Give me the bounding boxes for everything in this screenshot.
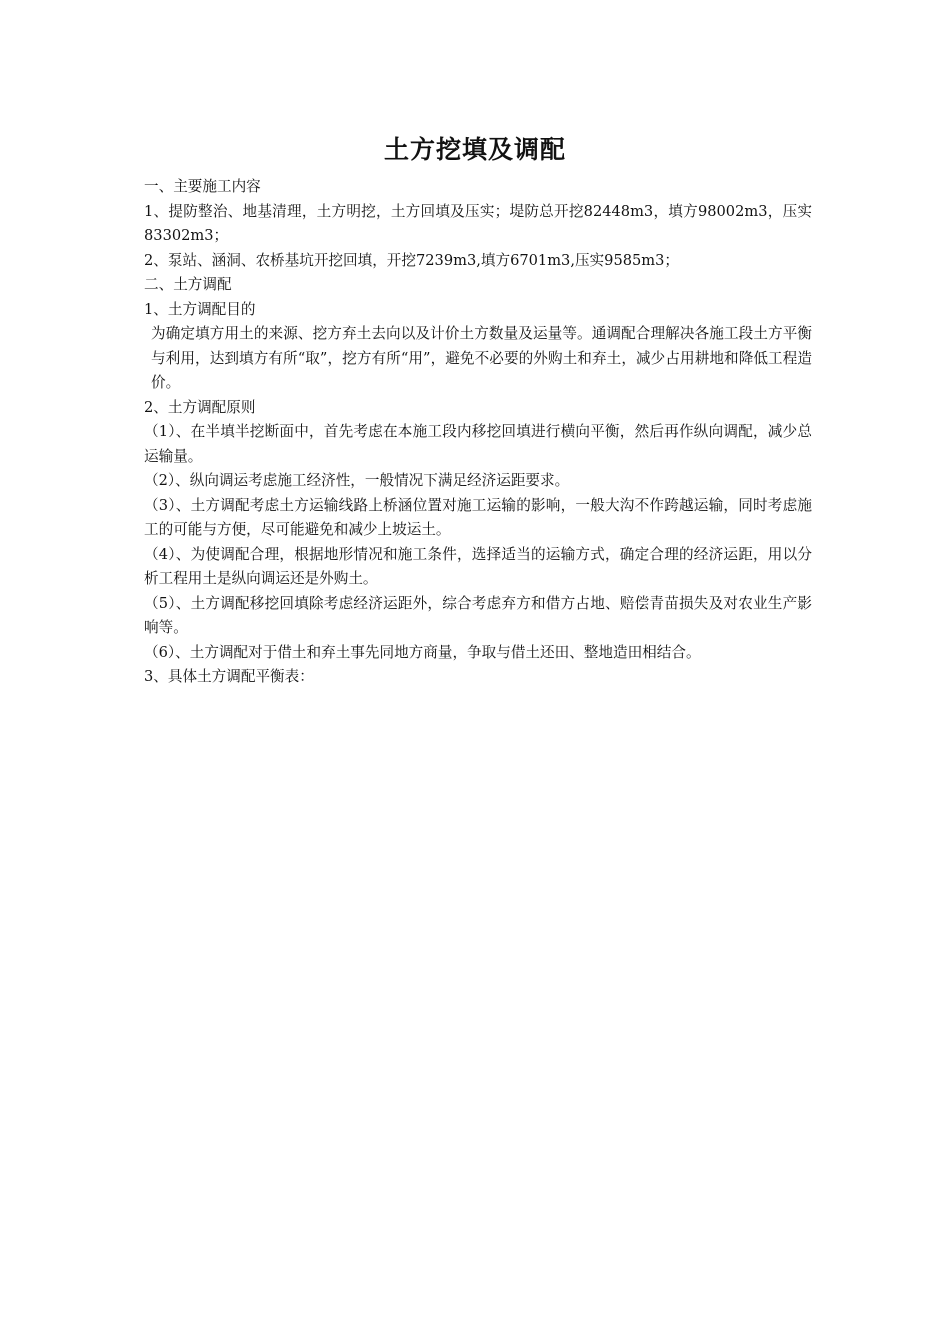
principle-item-3: （3）、土方调配考虑土方运输线路上桥涵位置对施工运输的影响，一般大沟不作跨越运输，同时考虑施工的可能与方便，尽可能避免和减少上坡运土。 xyxy=(144,496,812,538)
principle-item-5: （5）、土方调配移挖回填除考虑经济运距外，综合考虑弃方和借方占地、赔偿青苗损失及对农业生产影响等。 xyxy=(144,594,812,636)
subheading-allocation-principles: 2、土方调配原则 xyxy=(144,398,256,416)
subheading-allocation-purpose: 1、土方调配目的 xyxy=(144,300,256,318)
paragraph-embankment-works: 1、提防整治、地基清理，土方明挖，土方回填及压实；堤防总开挖82448m3，填方98002m3，压实83302m3； xyxy=(144,202,812,244)
principle-item-2: （2）、纵向调运考虑施工经济性，一般情况下满足经济运距要求。 xyxy=(144,472,570,489)
paragraph-pit-works: 2、泵站、涵洞、农桥基坑开挖回填，开挖7239m3,填方6701m3,压实9585m3； xyxy=(144,251,680,269)
document-title: 土方挖填及调配 xyxy=(383,135,566,164)
document-body xyxy=(144,175,812,690)
principle-item-1: （1）、在半填半挖断面中，首先考虑在本施工段内移挖回填进行横向平衡，然后再作纵向调配，减少总运输量。 xyxy=(144,423,812,465)
principle-item-4: （4）、为使调配合理，根据地形情况和施工条件，选择适当的运输方式，确定合理的经济运距，用以分析工程用土是纵向调运还是外购土。 xyxy=(144,545,812,587)
section-heading-main-content: 一、主要施工内容 xyxy=(144,178,261,195)
principle-item-6: （6）、土方调配对于借土和弃土事先同地方商量，争取与借土还田、整地造田相结合。 xyxy=(144,643,701,661)
section-heading-earthwork-allocation: 二、土方调配 xyxy=(144,276,232,293)
paragraph-allocation-purpose: 为确定填方用土的来源、挖方弃土去向以及计价土方数量及运量等。通调配合理解决各施工段土方平衡与利用，达到填方有所“取”，挖方有所“用”，避免不必要的外购土和弃土，减少占用耕地和降低工程造价。 xyxy=(151,325,812,391)
subheading-balance-table: 3、具体土方调配平衡表： xyxy=(144,668,314,685)
